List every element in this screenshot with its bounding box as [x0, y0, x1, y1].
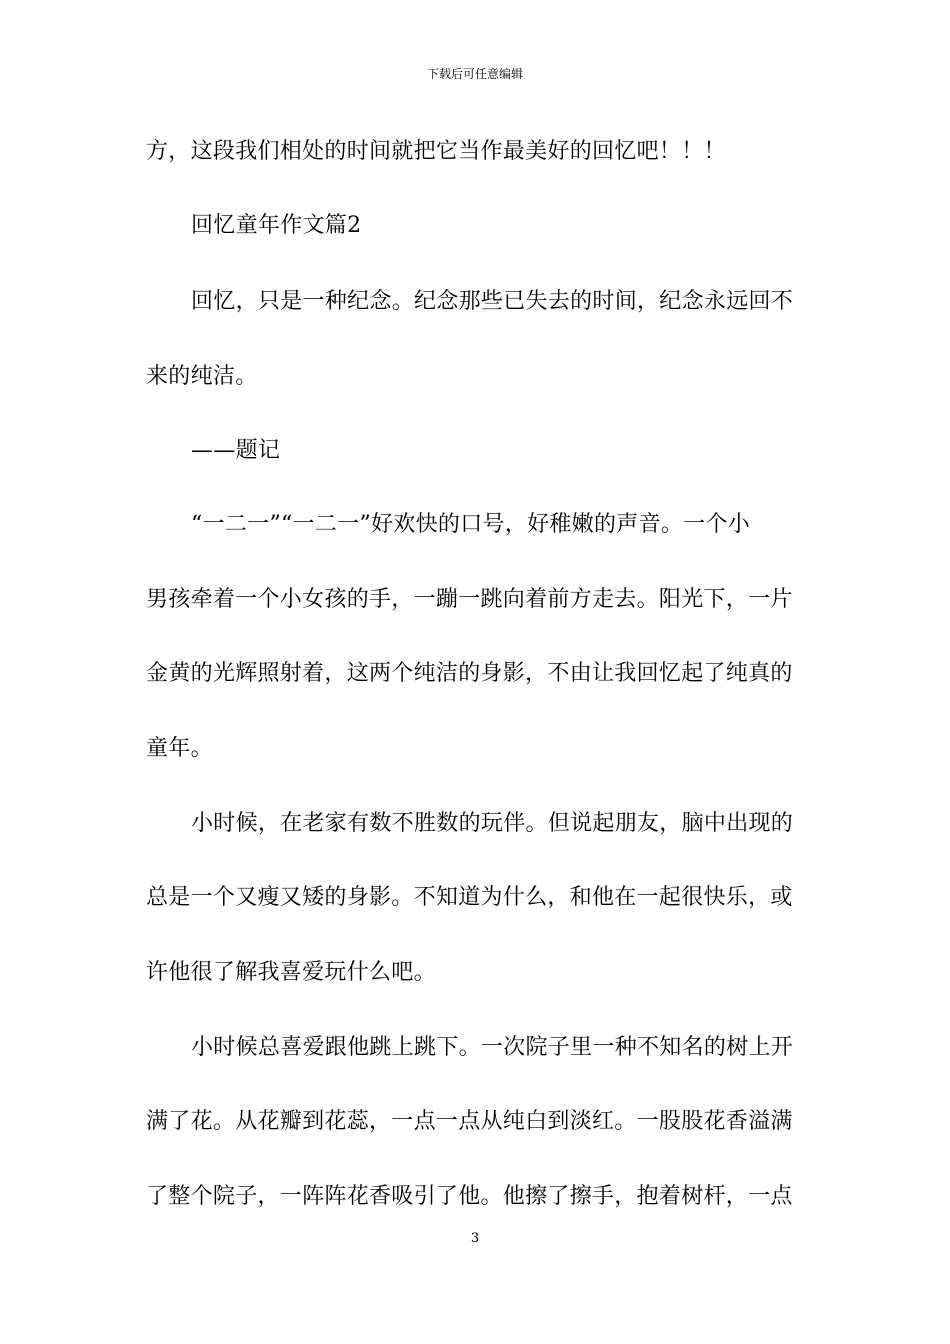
text-line: 男孩牵着一个小女孩的手，一蹦一跳向着前方走去。阳光下，一片 [146, 587, 793, 612]
text-line: 来的纯洁。 [146, 364, 258, 389]
text-line: “一二一”“一二一”好欢快的口号，好稚嫩的声音。一个小 [191, 512, 751, 537]
text-line: 童年。 [146, 736, 213, 761]
page-number: 3 [470, 1231, 480, 1246]
text-line: 许他很了解我喜爱玩什么吧。 [146, 960, 436, 985]
text-line: 满了花。从花瓣到花蕊，一点一点从纯白到淡红。一股股花香溢满 [146, 1109, 793, 1134]
text-line: 总是一个又瘦又矮的身影。不知道为什么，和他在一起很快乐，或 [146, 885, 793, 910]
text-line: 了整个院子，一阵阵花香吸引了他。他擦了擦手，抱着树杆，一点 [146, 1184, 793, 1209]
section-heading: 回忆童年作文篇2 [191, 213, 362, 238]
epigraph-attribution: ——题记 [191, 438, 281, 463]
text-line: 小时候总喜爱跟他跳上跳下。一次院子里一种不知名的树上开 [191, 1035, 794, 1060]
text-line: 回忆，只是一种纪念。纪念那些已失去的时间，纪念永远回不 [191, 289, 794, 314]
page-header-note: 下载后可任意编辑 [426, 67, 523, 81]
text-line: 金黄的光辉照射着，这两个纯洁的身影，不由让我回忆起了纯真的 [146, 661, 793, 686]
text-line: 方，这段我们相处的时间就把它当作最美好的回忆吧！！！ [146, 139, 726, 164]
text-line: 小时候，在老家有数不胜数的玩伴。但说起朋友，脑中出现的 [191, 811, 794, 836]
